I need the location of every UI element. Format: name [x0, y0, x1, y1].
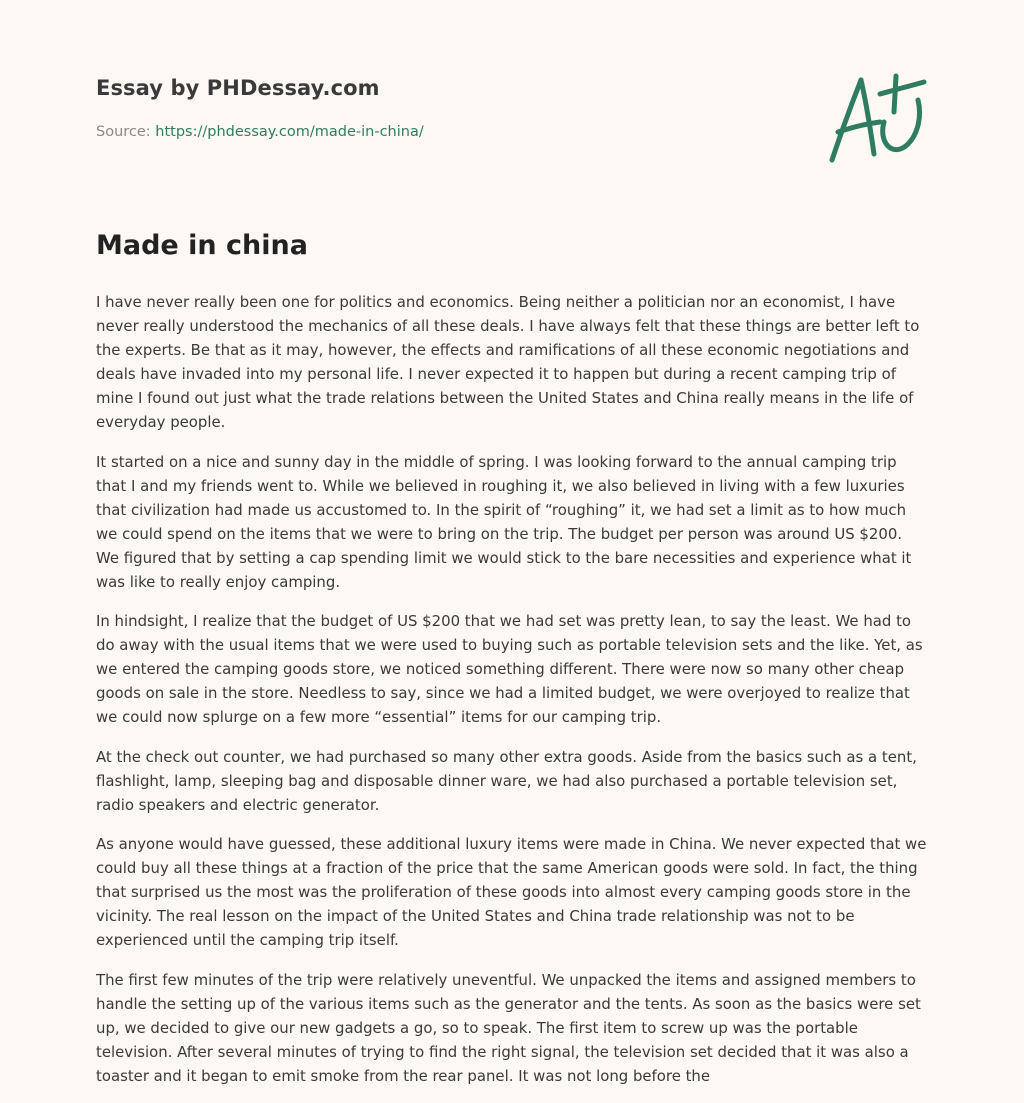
essay-paragraph: The first few minutes of the trip were relatively uneventful. We unpacked the items and assigned members to handle the setting up of the various items such as the generator and the tents. As soon as the basics were set up, we decided to give our new gadgets a go, so to speak. The first item to screw up was the portable television. After several minutes of trying to find the right signal, the television set decided that it was also a toaster and it began to emit smoke from the rear panel. It was not long before the [96, 970, 921, 1085]
essay-content [96, 226, 928, 1103]
site-title: Essay by PHDessay.com [96, 76, 380, 100]
essay-paragraph: At the check out counter, we had purchased so many other extra goods. Aside from the basics such as a tent, flashlight, lamp, sleeping bag and disposable dinner ware, we had also purchased a portable television set, radio speakers and electric generator. [96, 747, 917, 814]
source-link[interactable]: https://phdessay.com/made-in-china/ [155, 124, 424, 140]
essay-paragraph: As anyone would have guessed, these additional luxury items were made in China. We never expected that we could buy all these things at a fraction of the price that the same American goods were sold. In fact, the thing that surprised us the most was the proliferation of these goods into almost every camping goods store in the vicinity. The real lesson on the impact of the United States and China trade relationship was not to be experienced until the camping trip itself. [96, 835, 927, 949]
essay-paragraph: In hindsight, I realize that the budget of US $200 that we had set was pretty lean, to say the least. We had to do away with the usual items that we were used to buying such as portable television sets and the like. Yet, as we entered the camping goods store, we noticed something different. There were now so many other cheap goods on sale in the store. Needless to say, since we had a limited budget, we were overjoyed to realize that we could now splurge on a few more “essential” items for our camping trip. [96, 612, 923, 726]
source-line [96, 124, 424, 140]
page-header [96, 72, 928, 172]
essay-paragraph: It started on a nice and sunny day in the middle of spring. I was looking forward to the annual camping trip that I and my friends went to. While we believed in roughing it, we also believed in living with a few luxuries that civilization had made us accustomed to. In the spirit of “roughing” it, we had set a limit as to how much we could spend on the items that we were to bring on the trip. The budget per person was around US $200. We figured that by setting a cap spending limit we would stick to the bare necessities and experience what it was like to really enjoy camping. [96, 452, 912, 591]
source-label: Source: [96, 124, 151, 140]
essay-paragraph: I have never really been one for politics and economics. Being neither a politician nor an economist, I have never really understood the mechanics of all these deals. I have always felt that these things are better left to the experts. Be that as it may, however, the effects and ramifications of all these economic negotiations and deals have invaded into my personal life. I never expected it to happen but during a recent camping trip of mine I found out just what the trade relations between the United States and China really means in the life of everyday people. [96, 293, 920, 431]
essay-title: Made in china [96, 230, 308, 261]
a-plus-logo-icon [828, 72, 928, 164]
